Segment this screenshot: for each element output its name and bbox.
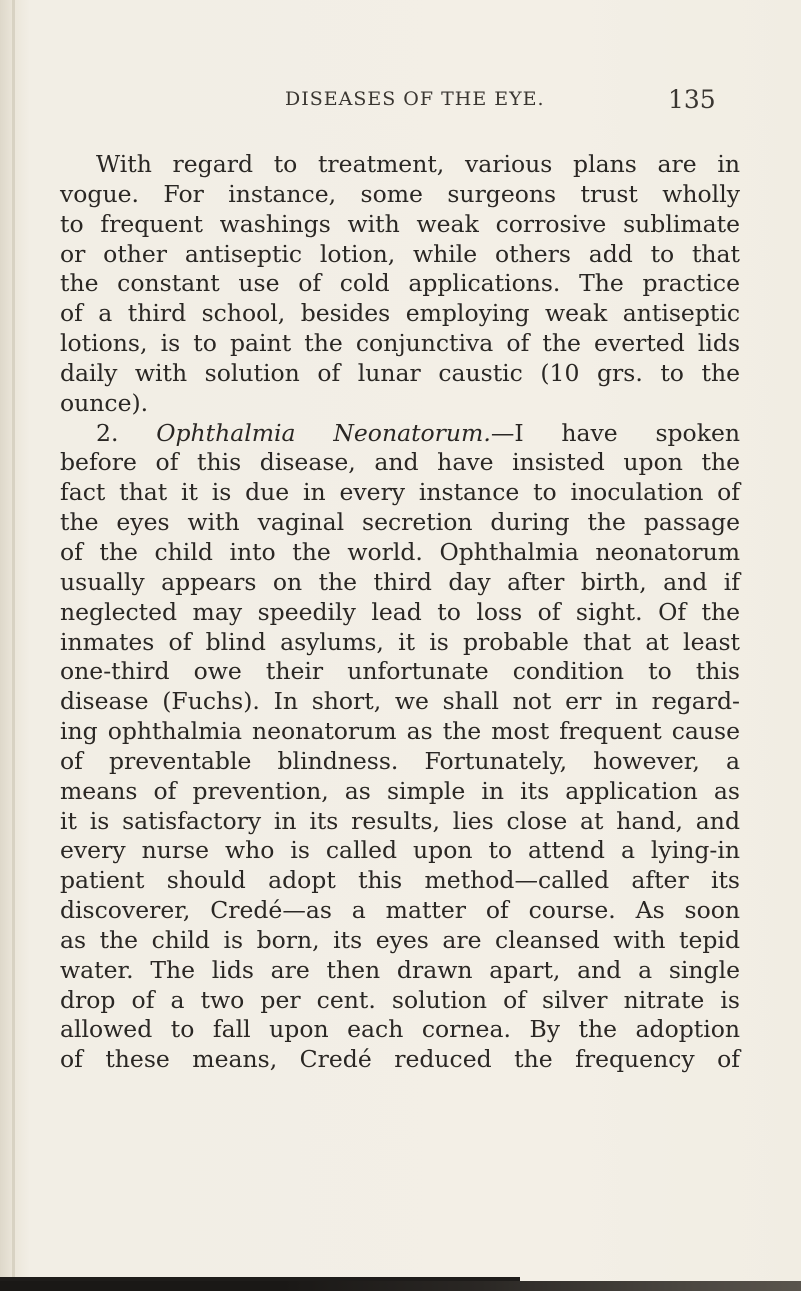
paragraph-line: of a third school, besides employing weak antiseptic xyxy=(60,299,740,328)
paragraph-line: ounce). xyxy=(60,388,149,417)
paragraph-line: usually appears on the third day after birth, and if xyxy=(60,567,740,596)
paragraph-line: inmates of blind asylums, it is probable that at least xyxy=(60,627,740,656)
paragraph-line: or other antiseptic lotion, while others add to that xyxy=(60,239,740,268)
paragraph-line: fact that it is due in every instance to inoculation of xyxy=(60,478,740,507)
paragraph-line: the eyes with vaginal secretion during the passage xyxy=(60,508,740,537)
paragraph-line: water. The lids are then drawn apart, and a single xyxy=(60,955,740,984)
paragraph-line: every nurse who is called upon to attend a lying-in xyxy=(60,836,740,865)
bottom-edge xyxy=(0,1281,801,1291)
paragraph-line: With regard to treatment, various plans are in xyxy=(96,150,740,178)
paragraph-line: discoverer, Credé—as a matter of course. As soon xyxy=(60,896,740,925)
paragraph-line: it is satisfactory in its results, lies close at hand, and xyxy=(60,806,740,835)
paragraph-line: allowed to fall upon each cornea. By the adoption xyxy=(60,1015,740,1044)
paragraph-line: lotions, is to paint the conjunctiva of the everted lids xyxy=(60,329,740,358)
section-dash: — xyxy=(490,418,515,447)
section-number: 2. xyxy=(96,418,119,447)
paragraph-line: the constant use of cold applications. The practice xyxy=(60,269,740,298)
page-spine-shadow xyxy=(12,0,15,1291)
paragraph-line: daily with solution of lunar caustic (10 grs. to the xyxy=(60,358,740,387)
section-rest: I have spoken xyxy=(514,418,740,447)
section-heading-line xyxy=(60,419,740,449)
paragraph-line: as the child is born, its eyes are cleansed with tepid xyxy=(60,925,740,954)
paragraph-line: patient should adopt this method—called after its xyxy=(60,866,740,895)
paragraph-line: neglected may speedily lead to loss of sight. Of the xyxy=(60,597,740,626)
page-number: 135 xyxy=(668,85,716,114)
paragraph-line: drop of a two per cent. solution of silver nitrate is xyxy=(60,985,740,1014)
paragraph-line: one-third owe their unfortunate condition to this xyxy=(60,657,740,686)
running-head: DISEASES OF THE EYE. xyxy=(285,88,545,110)
paragraph-line: of these means, Credé reduced the frequency of xyxy=(60,1045,740,1074)
section-title: Ophthalmia Neonatorum. xyxy=(156,418,491,447)
paragraph-line: before of this disease, and have insisted upon the xyxy=(60,448,740,477)
body-text xyxy=(60,150,740,1075)
paragraph-line: ing ophthalmia neonatorum as the most frequent cause xyxy=(60,717,740,746)
paragraph-line: of preventable blindness. Fortunately, however, a xyxy=(60,746,740,775)
paragraph-line: to frequent washings with weak corrosive sublimate xyxy=(60,209,740,238)
paragraph-line: means of prevention, as simple in its application as xyxy=(60,776,740,805)
paragraph-line: disease (Fuchs). In short, we shall not err in regard- xyxy=(60,687,740,716)
paragraph-line: vogue. For instance, some surgeons trust wholly xyxy=(60,179,740,208)
paragraph-line: of the child into the world. Ophthalmia neonatorum xyxy=(60,537,740,566)
